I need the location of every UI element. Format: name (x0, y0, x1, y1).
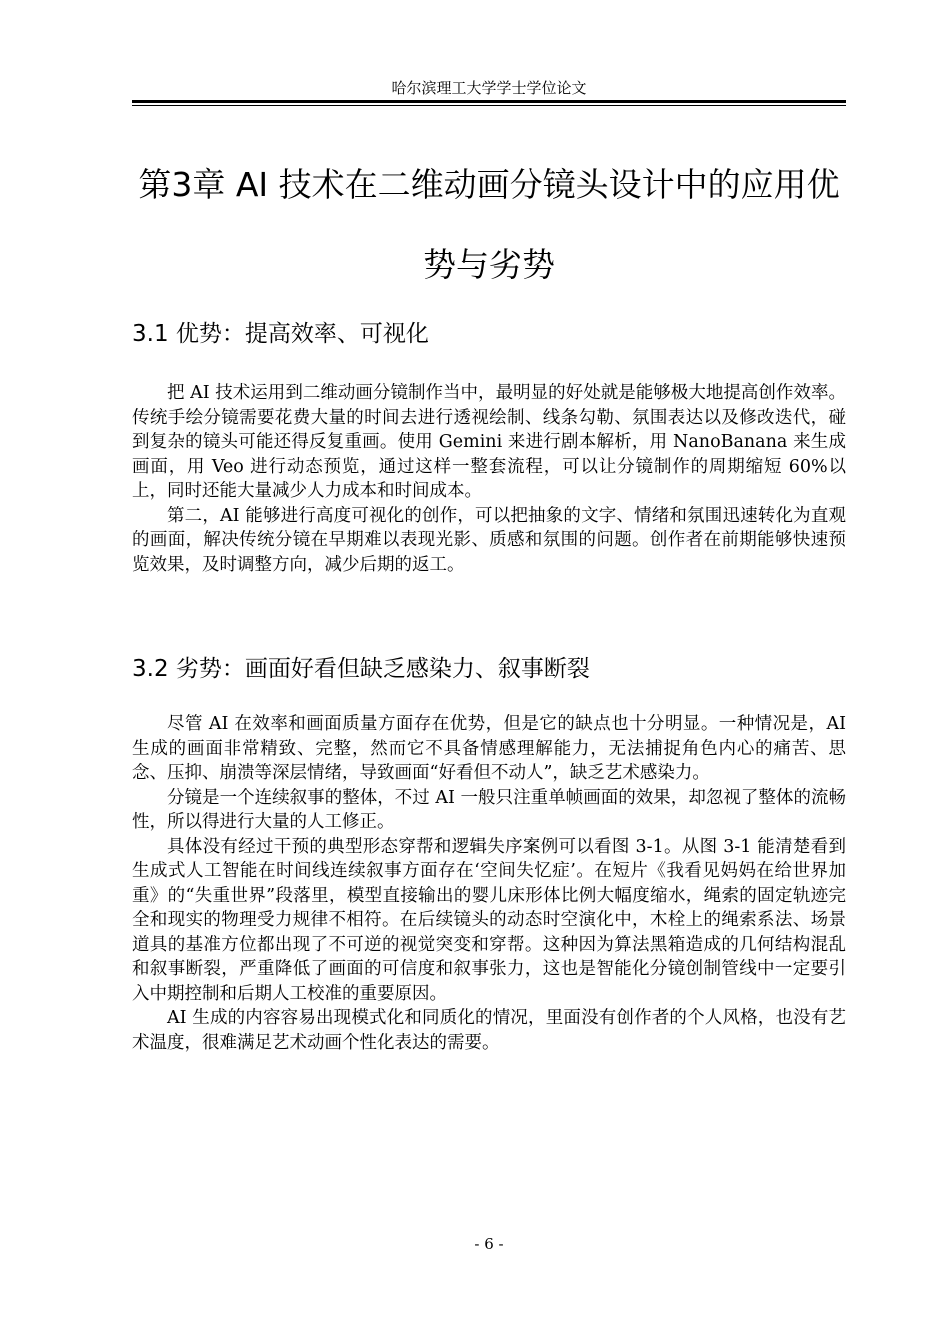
page-number: - 6 - (474, 1235, 504, 1253)
header-rule-thick (132, 100, 846, 103)
section-3-1-body (132, 381, 846, 577)
paragraph: 把 AI 技术运用到二维动画分镜制作当中，最明显的好处就是能够极大地提高创作效率。传统手绘分镜需要花费大量的时间去进行透视绘制、线条勾勒、氛围表达以及修改迭代，碰到复杂的镜头可能还得反复重画。使用 Gemini 来进行剧本解析，用 NanoBanana 来生成画面，用 Veo 进行动态预览，通过这样一整套流程，可以让分镜制作的周期缩短 60%以上，同时还能大量减少人力成本和时间成本。 (132, 383, 846, 501)
section-3-1-title: 3.1 优势：提高效率、可视化 (132, 321, 429, 347)
paragraph: AI 生成的内容容易出现模式化和同质化的情况，里面没有创作者的个人风格，也没有艺术温度，很难满足艺术动画个性化表达的需要。 (132, 1008, 846, 1053)
paragraph: 具体没有经过干预的典型形态穿帮和逻辑失序案例可以看图 3-1。从图 3-1 能清楚看到生成式人工智能在时间线连续叙事方面存在‘空间失忆症’。在短片《我看见妈妈在给世界加重》的“失重世界”段落里，模型直接输出的婴儿床形体比例大幅度缩水，绳索的固定轨迹完全和现实的物理受力规律不相符。在后续镜头的动态时空演化中，木栓上的绳索系法、场景道具的基准方位都出现了不可逆的视觉突变和穿帮。这种因为算法黑箱造成的几何结构混乱和叙事断裂，严重降低了画面的可信度和叙事张力，这也是智能化分镜创制管线中一定要引入中期控制和后期人工校准的重要原因。 (132, 836, 846, 1004)
section-3-2-body (132, 712, 846, 1055)
paragraph: 第二，AI 能够进行高度可视化的创作，可以把抽象的文字、情绪和氛围迅速转化为直观的画面，解决传统分镜在早期难以表现光影、质感和氛围的问题。创作者在前期能够快速预览效果，及时调整方向，减少后期的返工。 (132, 505, 846, 575)
paragraph: 分镜是一个连续叙事的整体，不过 AI 一般只注重单帧画面的效果，却忽视了整体的流畅性，所以得进行大量的人工修正。 (132, 787, 846, 832)
chapter-title: 第3章 AI 技术在二维动画分镜头设计中的应用优势与劣势 (138, 165, 840, 284)
running-header: 哈尔滨理工大学学士学位论文 (391, 79, 587, 97)
header-rule-thin (132, 105, 846, 106)
section-3-2-title: 3.2 劣势：画面好看但缺乏感染力、叙事断裂 (132, 656, 590, 682)
paragraph: 尽管 AI 在效率和画面质量方面存在优势，但是它的缺点也十分明显。一种情况是，AI 生成的画面非常精致、完整，然而它不具备情感理解能力，无法捕捉角色内心的痛苦、思念、压抑、崩溃等深层情绪，导致画面“好看但不动人”，缺乏艺术感染力。 (132, 714, 846, 783)
